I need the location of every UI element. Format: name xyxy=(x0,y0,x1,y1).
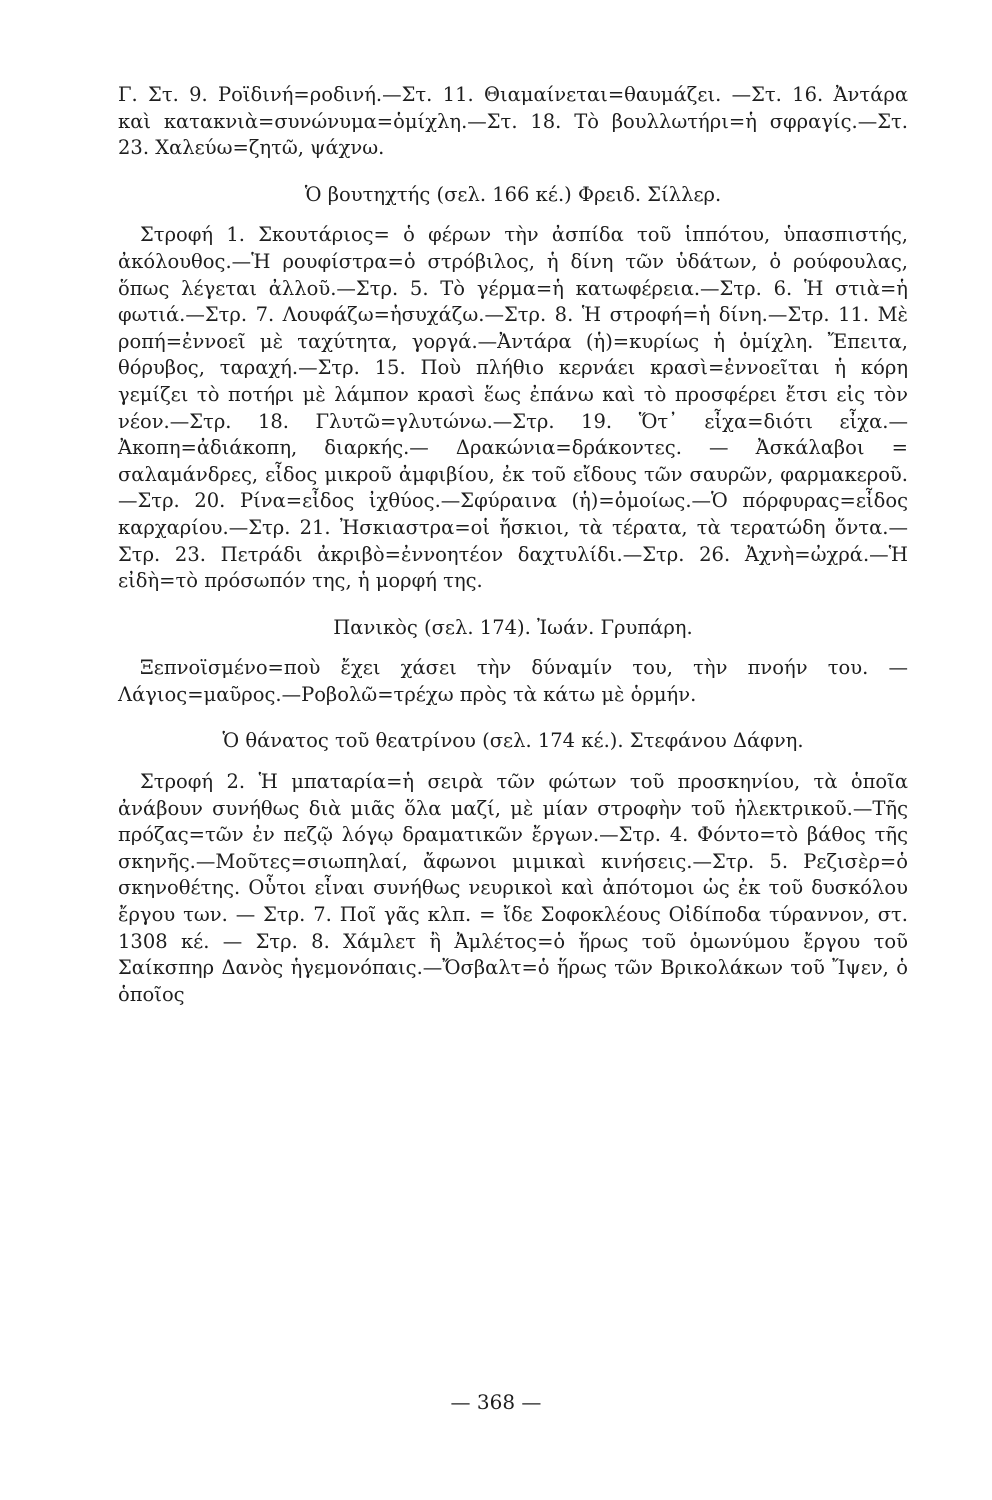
diver-notes-paragraph: Στροφή 1. Σκουτάριος= ὁ φέρων τὴν ἀσπίδα τοῦ ἱππότου, ὑπασπιστής, ἀκόλουθος.—Ἡ ρουφίστρα=ὁ στρόβιλος, ἡ δίνη τῶν ὑδάτων, ὁ ρούφουλας, ὅπως λέγεται ἀλλοῦ.—Στρ. 5. Τὸ γέρμα=ἡ κατωφέρεια.—Στρ. 6. Ἡ στιὰ=ἡ φωτιά.—Στρ. 7. Λουφάζω=ἡσυχάζω.—Στρ. 8. Ἡ στροφή=ἡ δίνη.—Στρ. 11. Μὲ ροπή=ἐννοεῖ μὲ ταχύτητα, γοργά.—Ἀντάρα (ἡ)=κυρίως ἡ ὁμίχλη. Ἔπειτα, θόρυβος, ταραχή.—Στρ. 15. Ποὺ πλήθιο κερνάει κρασὶ=ἐννοεῖται ἡ κόρη γεμίζει τὸ ποτήρι μὲ λάμπον κρασὶ ἕως ἐπάνω καὶ τὸ προσφέρει ἔτσι εἰς τὸν νέον.—Στρ. 18. Γλυτῶ=γλυτώνω.—Στρ. 19. Ὅτ᾽ εἶχα=διότι εἶχα.—Ἀκοπη=ἀδιάκοπη, διαρκής.— Δρακώνια=δράκοντες. — Ἀσκάλαβοι = σαλαμάνδρες, εἶδος μικροῦ ἀμφιβίου, ἐκ τοῦ εἴδους τῶν σαυρῶν, φαρμακεροῦ.—Στρ. 20. Ρίνα=εἶδος ἰχθύος.—Σφύραινα (ἡ)=ὁμοίως.—Ὁ πόρφυρας=εἶδος καρχαρίου.—Στρ. 21. Ἠσκιαστρα=οἱ ἤσκιοι, τὰ τέρατα, τὰ τερατώδη ὄντα.—Στρ. 23. Πετράδι ἀκριβὸ=ἐννοητέον δαχτυλίδι.—Στρ. 26. Ἀχνὴ=ὠχρά.—Ἡ εἰδὴ=τὸ πρόσωπόν της, ἡ μορφή της. xyxy=(118,223,908,593)
section-heading-diver: Ὁ βουτηχτής (σελ. 166 κέ.) Φρειδ. Σίλλερ. xyxy=(304,182,722,206)
intro-paragraph: Γ. Στ. 9. Ροϊδινή=ροδινή.—Στ. 11. Θιαμαίνεται=θαυμάζει. —Στ. 16. Ἀντάρα καὶ κατακνιὰ=συνώνυμα=ὁμίχλη.—Στ. 18. Τὸ βουλλωτήρι=ἡ σφραγίς.—Στ. 23. Χαλεύω=ζητῶ, ψάχνω. xyxy=(118,83,908,160)
panic-notes-paragraph: Ξεπνοϊσμένο=ποὺ ἔχει χάσει τὴν δύναμίν του, τὴν πνοήν του. —Λάγιος=μαῦρος.—Ροβολῶ=τρέχω πρὸς τὰ κάτω μὲ ὁρμήν. xyxy=(118,656,908,706)
page-number: — 368 — xyxy=(450,1390,542,1414)
actor-death-notes-paragraph: Στροφή 2. Ἡ μπαταρία=ἡ σειρὰ τῶν φώτων τοῦ προσκηνίου, τὰ ὁποῖα ἀνάβουν συνήθως διὰ μιᾶς ὅλα μαζί, μὲ μίαν στροφὴν τοῦ ἠλεκτρικοῦ.—Τῆς πρόζας=τῶν ἐν πεζῷ λόγῳ δραματικῶν ἔργων.—Στρ. 4. Φόντο=τὸ βάθος τῆς σκηνῆς.—Μοῦτες=σιωπηλαί, ἄφωνοι μιμικαὶ κινήσεις.—Στρ. 5. Ρεζισὲρ=ὁ σκηνοθέτης. Οὗτοι εἶναι συνήθως νευρικοὶ καὶ ἀπότομοι ὡς ἐκ τοῦ δυσκόλου ἔργου των. — Στρ. 7. Ποῖ γᾶς κλπ. = ἴδε Σοφοκλέους Οἰδίποδα τύραννον, στ. 1308 κέ. — Στρ. 8. Χάμλετ ἢ Ἀμλέτος=ὁ ἥρως τοῦ ὁμωνύμου ἔργου τοῦ Σαίκσπηρ Δανὸς ἡγεμονόπαις.—Ὄσβαλτ=ὁ ἥρως τῶν Βρικολάκων τοῦ Ἴψεν, ὁ ὁποῖος xyxy=(118,770,908,1006)
section-heading-actor-death: Ὁ θάνατος τοῦ θεατρίνου (σελ. 174 κέ.). Στεφάνου Δάφνη. xyxy=(222,729,804,753)
page-body xyxy=(118,82,908,1008)
section-heading-panic: Πανικὸς (σελ. 174). Ἰωάν. Γρυπάρη. xyxy=(333,615,693,639)
